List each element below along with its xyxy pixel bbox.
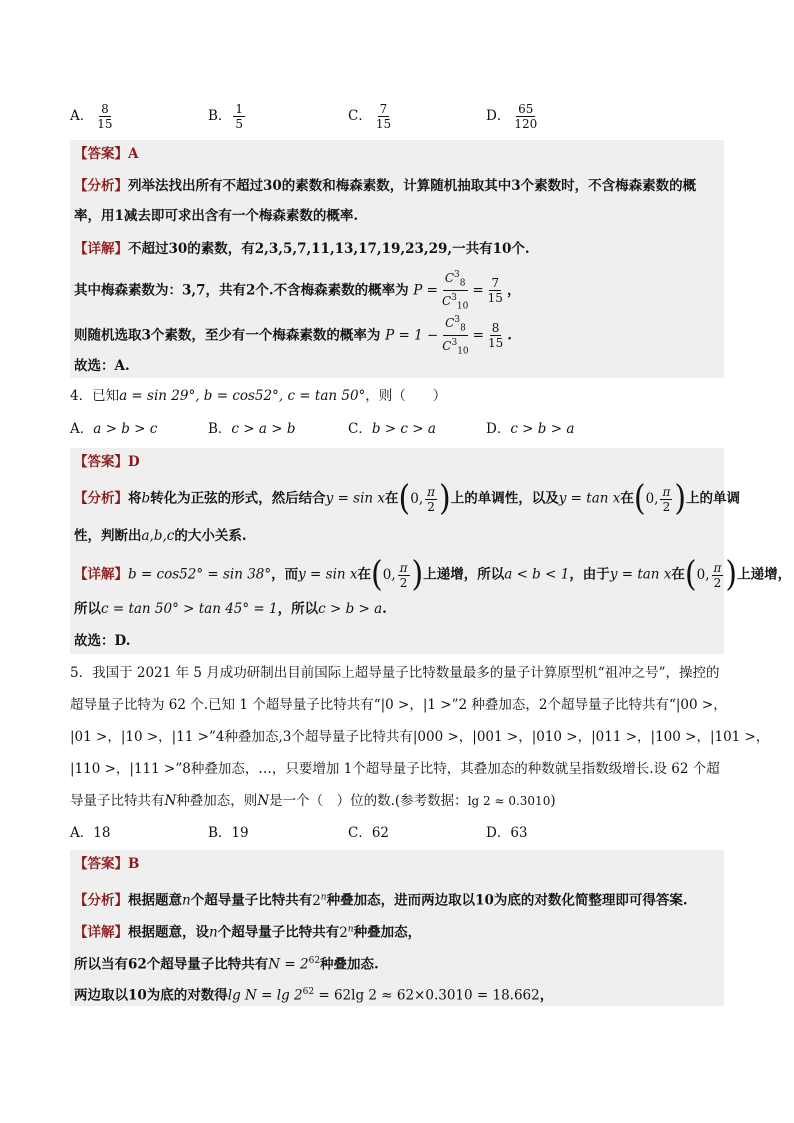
power <box>339 925 353 941</box>
formula: a = sin 29°, b = cos52°, c = tan 50° <box>119 388 366 404</box>
equals: = <box>472 282 484 299</box>
numerator: π <box>713 560 722 575</box>
sub: 10 <box>456 301 469 312</box>
c-symbol: C <box>444 271 455 285</box>
detail-text: 不超过30的素数，有2,3,5,7,11,13,17,19,23,29,一共有10个. <box>128 241 530 257</box>
fraction <box>512 102 539 131</box>
q3-detail-line-1 <box>74 238 530 260</box>
power <box>312 893 326 909</box>
fraction <box>374 102 393 131</box>
exponent: 62 <box>308 956 321 966</box>
fraction <box>95 102 114 131</box>
interval-text: 0, <box>382 566 396 583</box>
q5-option-b: B．19 <box>208 825 249 841</box>
sup: 3 <box>454 315 461 325</box>
q3-choose: 故选：A. <box>74 358 130 374</box>
detail-tag: 【详解】 <box>74 924 128 941</box>
text: 是一个（ ）位的数.(参考数据： <box>269 793 468 809</box>
numerator: 7 <box>379 102 388 116</box>
text: 个超导量子比特共有 <box>217 924 340 941</box>
sub: 10 <box>457 346 469 357</box>
formula: N = 2 <box>268 956 309 973</box>
option-value: a > b > c <box>93 421 158 437</box>
q5-answer: 【答案】B <box>74 856 140 872</box>
formula: c > b > a <box>318 601 383 617</box>
fraction <box>233 102 245 131</box>
formula: N <box>164 793 177 809</box>
text: 在 <box>385 490 399 507</box>
interval: (0, $\frac{\pi}{2}$ ) <box>371 554 424 595</box>
q4-detail-line-1 <box>74 554 792 595</box>
denominator: 15 <box>375 117 392 131</box>
text: 种叠加态，进而两边取以10为底的对数化简整理即可得答案. <box>326 892 688 909</box>
formula: y = sin x <box>325 490 386 507</box>
option-label: A． <box>70 421 94 437</box>
q5-detail-line-3 <box>74 981 553 1007</box>
denominator: 2 <box>662 499 671 514</box>
q4-stem <box>70 385 446 407</box>
q4-option-b <box>208 418 295 440</box>
q4-choose: 故选：D. <box>74 633 131 649</box>
punct: . <box>507 327 512 344</box>
equals: = <box>472 327 484 344</box>
numerator: 7 <box>491 276 500 291</box>
option-label: B． <box>208 421 232 437</box>
text: 根据题意，设 <box>128 924 209 941</box>
text: ) <box>550 793 556 809</box>
text: 个超导量子比特共有 <box>190 892 313 909</box>
q4-solution-panel <box>70 448 724 654</box>
q3-option-a <box>70 102 117 131</box>
sup: 3 <box>454 270 460 280</box>
text: 种叠加态，则 <box>176 793 258 809</box>
numerator: 1 <box>235 102 244 116</box>
text: 导量子比特共有 <box>70 793 165 809</box>
q5-stem-line-4: |110 >，|111 >”8种叠加态，…，只要增加 1个超导量子比特，其叠加态的种数就呈指数级增长.设 62 个超 <box>70 761 720 777</box>
formula: n <box>209 924 218 941</box>
q4-detail-line-2 <box>74 598 387 620</box>
fraction <box>486 276 505 305</box>
text: . <box>382 601 387 617</box>
text: ，而 <box>271 566 299 583</box>
option-label: D． <box>486 421 511 437</box>
denominator: 15 <box>487 336 504 351</box>
option-label: B． <box>208 108 232 124</box>
c-symbol: C <box>441 294 452 309</box>
analysis-tag: 【分析】 <box>74 490 128 507</box>
formula: lg 2 ≈ 0.3010 <box>467 794 551 808</box>
c-symbol: C <box>442 339 452 354</box>
q5-stem-line-3: |01 >，|10 >，|11 >”4种叠加态,3个超导量子比特共有|000 >，|001 >，|010 >，|011 >，|100 >，|101 >， <box>70 729 770 745</box>
formula: b = cos52° = sin 38° <box>128 566 272 583</box>
text: 的大小关系. <box>174 528 247 544</box>
combination-fraction <box>440 268 470 314</box>
punct: ， <box>506 282 521 299</box>
base: 2 <box>339 924 348 941</box>
q4-option-a <box>70 418 157 440</box>
numerator: 65 <box>518 102 534 116</box>
c-symbol: C <box>445 316 455 330</box>
formula: P = 1 − <box>385 327 439 344</box>
q5-stem-line-1: 5．我国于 2021 年 5 月成功研制出目前国际上超导量子比特数量最多的量子计算原型机“祖冲之号”，操控的 <box>70 665 720 681</box>
formula: y = tan x <box>609 566 672 583</box>
text: 所以当有62个超导量子比特共有 <box>74 956 269 973</box>
sup: 3 <box>451 293 457 304</box>
numerator: 8 <box>101 102 109 116</box>
sup: 3 <box>451 338 458 349</box>
q3-detail-line-2 <box>74 268 520 314</box>
q4-option-d <box>486 418 574 440</box>
q5-detail-line-2 <box>74 950 379 976</box>
q5-stem-line-2: 超导量子比特为 62 个.已知 1 个超导量子比特共有“|0 >，|1 >”2 种叠加态，2个超导量子比特共有“|00 >， <box>70 697 727 713</box>
analysis-tag: 【分析】 <box>74 892 128 909</box>
option-value: c > b > a <box>510 421 575 437</box>
option-value: c > a > b <box>231 421 296 437</box>
text: 性，判断出 <box>74 528 142 544</box>
numerator: π <box>662 484 671 499</box>
q3-analysis-line-2: 率，用1减去即可求出含有一个梅森素数的概率. <box>74 208 359 224</box>
text: ，由于 <box>569 566 610 583</box>
option-label: C． <box>348 421 372 437</box>
q5-option-a: A．18 <box>70 825 111 841</box>
text: 上的单调性，以及 <box>450 490 559 507</box>
interval: (0, $\frac{\pi}{2}$ ) <box>398 478 451 519</box>
denominator: 5 <box>235 117 244 131</box>
q3-detail-line-3 <box>74 313 512 359</box>
q5-analysis-line <box>74 886 688 912</box>
detail-tag: 【详解】 <box>74 241 128 257</box>
formula: = 62lg 2 ≈ 62×0.3010 = 18.662 <box>314 987 540 1004</box>
text: 上递增， <box>737 566 792 583</box>
stem-text: 4．已知 <box>70 388 120 404</box>
q3-option-b <box>208 102 247 131</box>
q3-analysis-line-1 <box>74 175 696 197</box>
text: 种叠加态， <box>353 924 422 941</box>
formula: lg N = lg 2 <box>227 987 303 1004</box>
q5-option-d: D．63 <box>486 825 528 841</box>
detail-tag: 【详解】 <box>74 566 128 583</box>
q4-analysis-line-1 <box>74 478 741 519</box>
q3-option-c <box>348 102 395 131</box>
text: 将 <box>128 490 142 507</box>
q3-option-d <box>486 102 541 131</box>
q3-answer: 【答案】A <box>74 146 139 162</box>
denominator: 15 <box>97 117 113 131</box>
interval: (0, $\frac{\pi}{2}$ ) <box>633 478 687 519</box>
stem-text: ，则（ ） <box>365 388 447 404</box>
interval-text: 0, <box>645 490 659 507</box>
text: ， <box>539 987 554 1004</box>
formula: N <box>257 793 270 809</box>
exponent: n <box>347 924 354 934</box>
sub: 8 <box>460 323 466 334</box>
text: 两边取以10为底的对数得 <box>74 987 228 1004</box>
q4-analysis-line-2 <box>74 525 247 547</box>
option-label: C． <box>348 108 372 124</box>
interval-text: 0, <box>696 566 710 583</box>
numerator: 8 <box>491 321 500 336</box>
formula: b <box>141 490 151 507</box>
text: 在 <box>620 490 634 507</box>
formula: y = tan x <box>558 490 621 507</box>
sub: 8 <box>459 278 466 289</box>
denominator: 2 <box>427 499 435 514</box>
denominator: 2 <box>713 575 722 590</box>
numerator: π <box>399 560 408 575</box>
interval-text: 0, <box>410 490 424 507</box>
formula: a < b < 1 <box>504 566 570 583</box>
combination-fraction <box>440 313 470 359</box>
q5-stem-line-5 <box>70 790 556 812</box>
base: 2 <box>312 892 321 909</box>
analysis-text: 列举法找出所有不超过30的素数和梅森素数，计算随机抽取其中3个素数时，不含梅森素数的概 <box>128 178 697 194</box>
exponent: 62 <box>302 987 315 997</box>
interval: (0, $\frac{\pi}{2}$ ) <box>684 554 738 595</box>
formula: n <box>182 892 191 909</box>
option-label: A． <box>70 108 94 124</box>
text: 种叠加态. <box>320 956 379 973</box>
detail-text: 其中梅森素数为：3,7，共有2个.不含梅森素数的概率为 <box>74 282 409 299</box>
text: 所以 <box>74 601 101 617</box>
fraction <box>486 321 505 350</box>
q5-option-c: C．62 <box>348 825 390 841</box>
text: 在 <box>671 566 685 583</box>
formula: a,b,c <box>141 528 175 544</box>
numerator: π <box>427 484 436 499</box>
q4-answer: 【答案】D <box>74 454 140 470</box>
formula: y = sin x <box>298 566 358 583</box>
q5-detail-line-1 <box>74 918 421 944</box>
formula: c = tan 50° > tan 45° = 1 <box>101 601 278 617</box>
analysis-tag: 【分析】 <box>74 178 128 194</box>
detail-text: 则随机选取3个素数，至少有一个梅森素数的概率为 <box>74 327 381 344</box>
denominator: 2 <box>399 575 408 590</box>
option-label: D． <box>486 108 511 124</box>
text: ，所以 <box>277 601 319 617</box>
text: 上递增，所以 <box>423 566 505 583</box>
denominator: 120 <box>514 117 538 131</box>
denominator: 15 <box>487 291 503 306</box>
text: 在 <box>357 566 372 583</box>
text: 转化为正弦的形式，然后结合 <box>150 490 326 507</box>
option-value: b > c > a <box>371 421 436 437</box>
exponent: n <box>320 892 327 902</box>
text: 根据题意 <box>128 892 182 909</box>
q4-option-c <box>348 418 436 440</box>
text: 上的单调 <box>686 490 741 507</box>
formula: P = <box>413 282 438 299</box>
